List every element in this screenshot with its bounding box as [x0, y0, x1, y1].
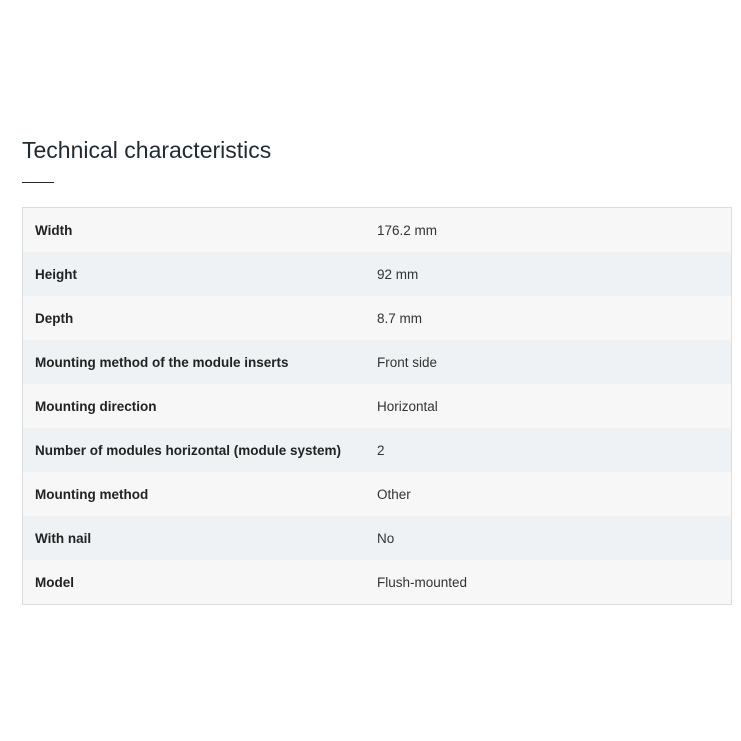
spec-row-height — [23, 252, 731, 296]
spec-value: 2 — [377, 442, 385, 458]
technical-characteristics-section — [22, 134, 732, 605]
spec-table — [22, 207, 732, 605]
spec-row-mounting-direction — [23, 384, 731, 428]
section-title: Technical characteristics — [22, 137, 272, 163]
spec-row-depth — [23, 296, 731, 340]
title-underline — [22, 182, 54, 183]
spec-label: Height — [35, 266, 77, 282]
spec-value: Flush-mounted — [377, 574, 468, 590]
spec-row-number-of-modules — [23, 428, 731, 472]
spec-value: Horizontal — [377, 398, 438, 414]
spec-label: Mounting method of the module inserts — [35, 354, 289, 370]
spec-row-width — [23, 208, 731, 252]
spec-label: Mounting method — [35, 486, 149, 502]
spec-label: Model — [35, 574, 74, 590]
spec-label: Number of modules horizontal (module system) — [35, 442, 342, 458]
spec-value: 8.7 mm — [377, 310, 423, 326]
spec-row-mounting-method — [23, 472, 731, 516]
spec-value: Front side — [377, 354, 438, 370]
spec-label: Depth — [35, 310, 74, 326]
spec-label: With nail — [35, 530, 92, 546]
spec-value: 176.2 mm — [377, 222, 438, 238]
spec-row-mounting-method-inserts — [23, 340, 731, 384]
spec-value: 92 mm — [377, 266, 419, 282]
spec-value: Other — [377, 486, 411, 502]
spec-label: Width — [35, 222, 73, 238]
spec-value: No — [377, 530, 395, 546]
spec-label: Mounting direction — [35, 398, 157, 414]
spec-row-model — [23, 560, 731, 604]
spec-row-with-nail — [23, 516, 731, 560]
